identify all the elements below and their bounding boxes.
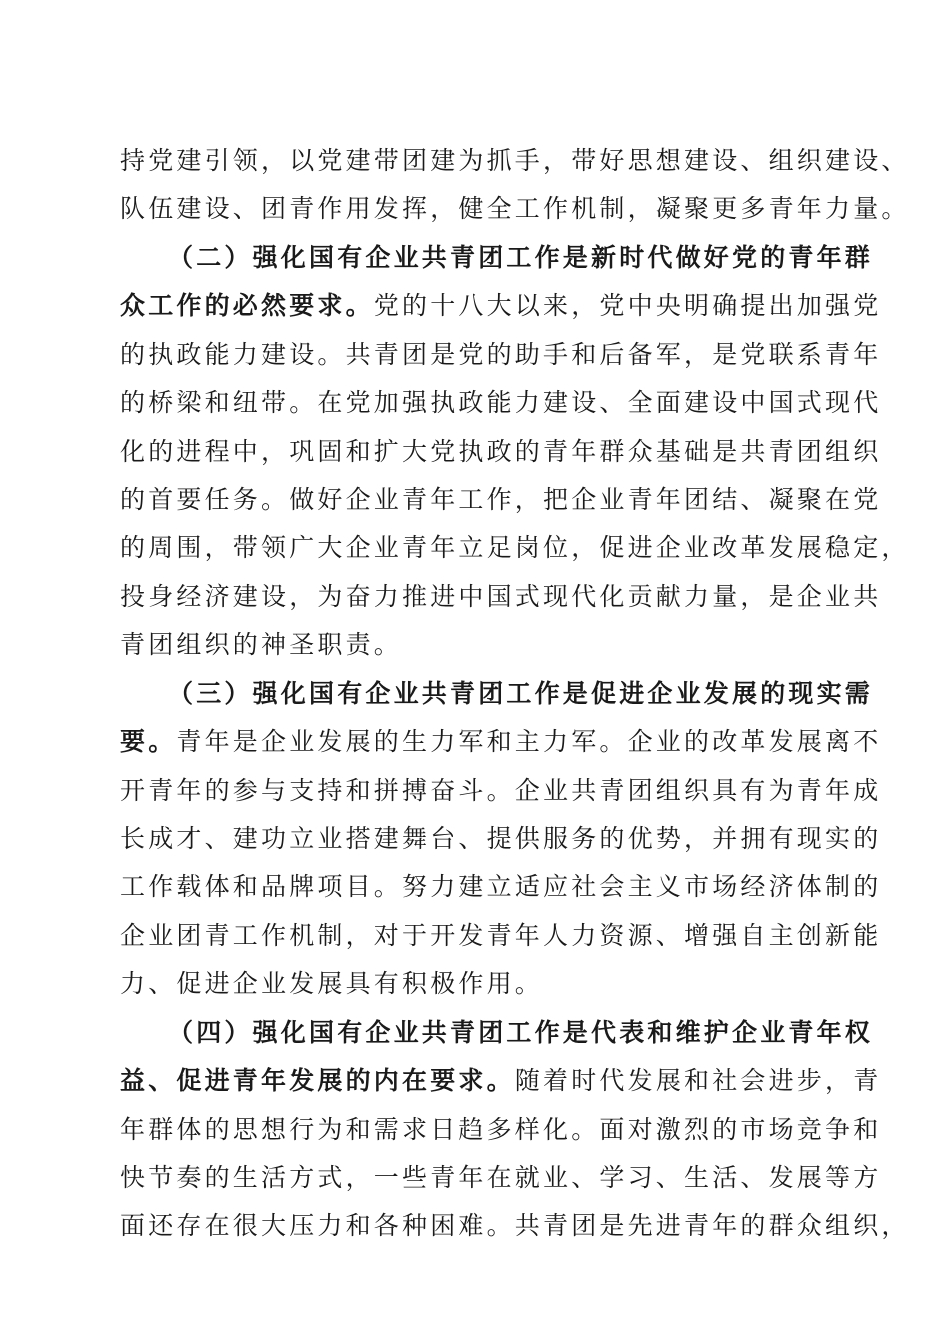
paragraph-line: 年群体的思想行为和需求日趋多样化。面对激烈的市场竞争和 bbox=[120, 1115, 882, 1144]
paragraph-line: 队伍建设、团青作用发挥，健全工作机制，凝聚更多青年力量。 bbox=[120, 194, 910, 223]
paragraph-line: 青团组织的神圣职责。 bbox=[120, 630, 403, 659]
section-heading-2-end: 众工作的必然要求。 bbox=[120, 291, 374, 320]
paragraph-line: 的首要任务。做好企业青年工作，把企业青年团结、凝聚在党 bbox=[120, 485, 882, 514]
section-heading-3-end: 要。 bbox=[120, 727, 177, 756]
paragraph-line: 企业团青工作机制，对于开发青年人力资源、增强自主创新能 bbox=[120, 921, 882, 950]
section-heading-3: （三）强化国有企业共青团工作是促进企业发展的现实需 bbox=[168, 679, 874, 708]
paragraph-line: 力、促进企业发展具有积极作用。 bbox=[120, 969, 544, 998]
paragraph-line: 的周围，带领广大企业青年立足岗位，促进企业改革发展稳定， bbox=[120, 533, 910, 562]
section-heading-4-end: 益、促进青年发展的内在要求。 bbox=[120, 1066, 515, 1095]
paragraph-text: 青年是企业发展的生力军和主力军。企业的改革发展离不 bbox=[176, 727, 882, 756]
paragraph-line: 面还存在很大压力和各种困难。共青团是先进青年的群众组织， bbox=[120, 1211, 910, 1240]
paragraph-line: 长成才、建功立业搭建舞台、提供服务的优势，并拥有现实的 bbox=[120, 824, 882, 853]
paragraph-line: 的桥梁和纽带。在党加强执政能力建设、全面建设中国式现代 bbox=[120, 388, 882, 417]
paragraph-line: 开青年的参与支持和拼搏奋斗。企业共青团组织具有为青年成 bbox=[120, 776, 882, 805]
paragraph-line: 持党建引领，以党建带团建为抓手，带好思想建设、组织建设、 bbox=[120, 146, 910, 175]
paragraph-line: 投身经济建设，为奋力推进中国式现代化贡献力量，是企业共 bbox=[120, 582, 882, 611]
paragraph-line: 化的进程中，巩固和扩大党执政的青年群众基础是共青团组织 bbox=[120, 437, 882, 466]
section-heading-2: （二）强化国有企业共青团工作是新时代做好党的青年群 bbox=[168, 243, 874, 272]
paragraph-line: 工作载体和品牌项目。努力建立适应社会主义市场经济体制的 bbox=[120, 872, 882, 901]
paragraph-text: 随着时代发展和社会进步，青 bbox=[514, 1066, 882, 1095]
paragraph-line bbox=[120, 1066, 882, 1096]
paragraph-text: 党的十八大以来，党中央明确提出加强党 bbox=[373, 291, 882, 320]
paragraph-line: 的执政能力建设。共青团是党的助手和后备军，是党联系青年 bbox=[120, 340, 882, 369]
paragraph-line: 快节奏的生活方式，一些青年在就业、学习、生活、发展等方 bbox=[120, 1163, 882, 1192]
paragraph-line bbox=[120, 727, 882, 757]
paragraph-line bbox=[120, 291, 882, 321]
section-heading-4: （四）强化国有企业共青团工作是代表和维护企业青年权 bbox=[168, 1018, 874, 1047]
